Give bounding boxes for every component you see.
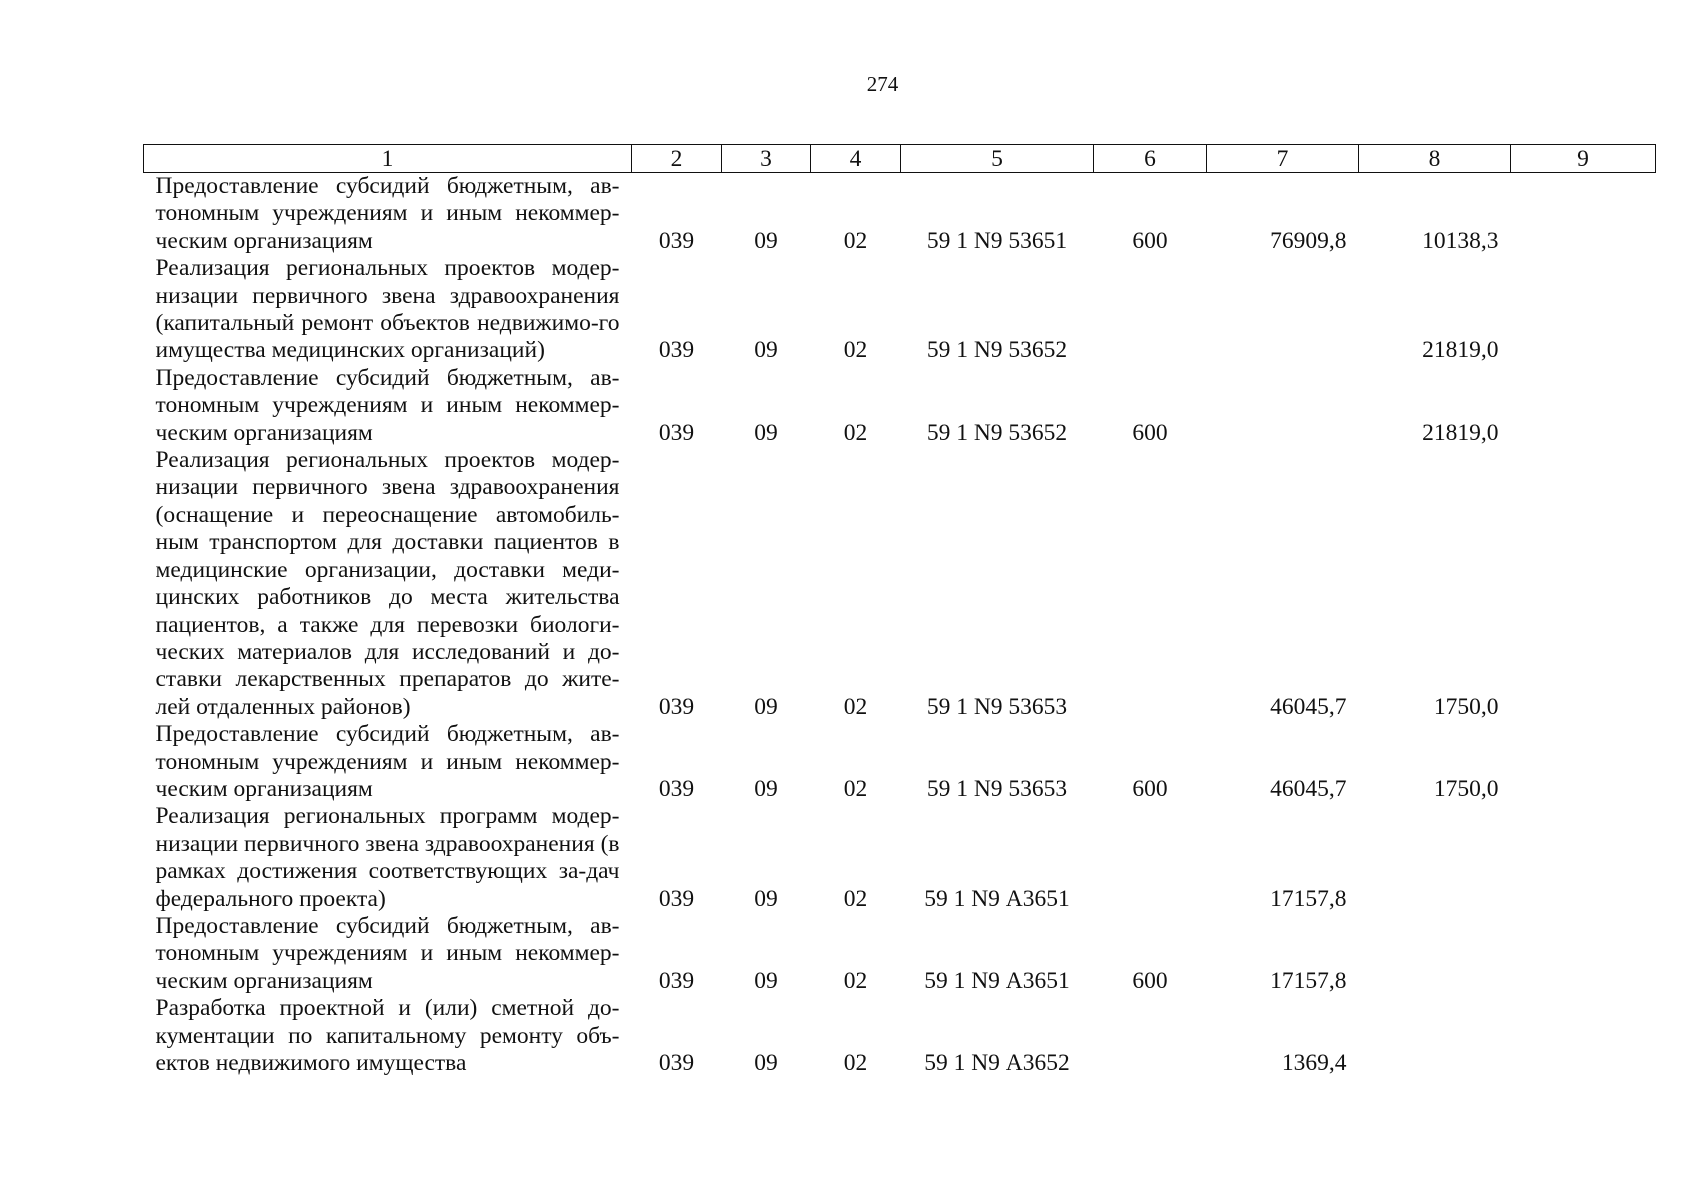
target-article-code: 59 1 N9 53651 [926,227,1068,254]
item-name: Разработка проектной и (или) сметной до-кументации по капитальному ремонту объ-ектов недвижимого имущества [155,995,620,1076]
table-row [144,995,1656,1077]
expense-type-code [1094,447,1207,721]
amount-col-8 [1359,803,1511,913]
table-row [144,721,1656,803]
amount-col-9 [1511,995,1656,1077]
table-row [144,173,1656,256]
ministry-code: 039 [658,227,695,254]
amount-col-9 [1511,803,1656,913]
expense-type-code [1094,255,1207,365]
amount-col-7: 46045,7 [1270,693,1347,720]
section-code: 09 [754,1050,778,1076]
amount-col-7: 76909,8 [1270,227,1347,254]
amount-col-7: 46045,7 [1270,775,1347,802]
section-code: 09 [754,227,778,254]
item-name: Предоставление субсидий бюджетным, ав-тономным учреждениям и иным некоммер-ческим организациям [155,364,620,446]
amount-col-8: 1750,0 [1433,693,1499,720]
column-header-7: 7 [1207,145,1359,173]
target-article-code: 59 1 N9 53653 [926,693,1068,720]
table-row [144,255,1656,365]
target-article-code: 59 1 N9 А3652 [924,1050,1070,1076]
table-row [144,365,1656,447]
header-row [144,145,1656,173]
table-row [144,447,1656,721]
subsection-code: 02 [843,885,868,912]
expense-type-code: 600 [1132,967,1168,994]
ministry-code: 039 [658,1050,695,1076]
expense-type-code [1094,803,1207,913]
subsection-code: 02 [843,337,868,364]
column-header-9: 9 [1511,145,1656,173]
item-name: Предоставление субсидий бюджетным, ав-тономным учреждениям и иным некоммер-ческим организациям [155,173,620,254]
amount-col-7: 17157,8 [1270,967,1347,994]
ministry-code: 039 [658,693,695,720]
section-code: 09 [754,693,778,720]
section-code: 09 [754,967,778,994]
expense-type-code: 600 [1132,419,1168,446]
subsection-code: 02 [843,967,868,994]
subsection-code: 02 [843,693,868,720]
page-number: 274 [866,72,899,96]
column-header-1: 1 [144,145,632,173]
target-article-code: 59 1 N9 А3651 [924,885,1070,912]
column-header-8: 8 [1359,145,1511,173]
budget-table [143,144,1656,1077]
amount-col-9 [1511,173,1656,256]
amount-col-9 [1511,913,1656,995]
section-code: 09 [754,337,778,364]
target-article-code: 59 1 N9 А3651 [924,967,1070,994]
column-header-3: 3 [722,145,811,173]
item-name: Реализация региональных проектов модер-низации первичного звена здравоохранения (капитальный ремонт объектов недвижимо-го имущества медицинских организаций) [155,255,620,364]
amount-col-8 [1359,913,1511,995]
item-name: Предоставление субсидий бюджетным, ав-тономным учреждениям и иным некоммер-ческим организациям [155,721,620,802]
table-row [144,803,1656,913]
expense-type-code: 600 [1132,775,1168,802]
subsection-code: 02 [843,1050,868,1076]
ministry-code: 039 [658,885,695,912]
column-header-4: 4 [811,145,901,173]
item-name: Реализация региональных программ модер-низации первичного звена здравоохранения (в рамках достижения соответствующих за-дач федерального проекта) [155,803,620,912]
column-header-5: 5 [901,145,1094,173]
amount-col-9 [1511,721,1656,803]
amount-col-9 [1511,365,1656,447]
amount-col-8: 1750,0 [1433,775,1499,802]
expense-type-code [1094,995,1207,1077]
section-code: 09 [754,775,778,802]
expense-type-code: 600 [1132,227,1168,254]
amount-col-7 [1207,365,1359,447]
item-name: Предоставление субсидий бюджетным, ав-тономным учреждениям и иным некоммер-ческим организациям [155,912,620,994]
amount-col-7: 1369,4 [1281,1050,1347,1076]
table-row [144,913,1656,995]
subsection-code: 02 [843,775,868,802]
ministry-code: 039 [658,967,695,994]
amount-col-9 [1511,447,1656,721]
target-article-code: 59 1 N9 53652 [926,419,1068,446]
column-header-2: 2 [632,145,722,173]
ministry-code: 039 [658,775,695,802]
item-name: Реализация региональных проектов модер-низации первичного звена здравоохранения (оснащение и переоснащение автомобиль-ным транспортом для доставки пациентов в медицинские организации, доставки меди-цинских работников до места жительства пациентов, а также для перевозки биологи-ческих материалов для исследований и до-ставки лекарственных препаратов до жите-лей отдаленных районов) [155,447,620,720]
column-header-6: 6 [1094,145,1207,173]
amount-col-7 [1207,255,1359,365]
amount-col-7: 17157,8 [1270,885,1347,912]
amount-col-9 [1511,255,1656,365]
table-body [144,173,1656,1078]
amount-col-8: 10138,3 [1422,227,1499,254]
target-article-code: 59 1 N9 53652 [926,337,1068,364]
amount-col-8 [1359,995,1511,1077]
subsection-code: 02 [843,227,868,254]
subsection-code: 02 [843,419,868,446]
ministry-code: 039 [658,419,695,446]
target-article-code: 59 1 N9 53653 [926,775,1068,802]
amount-col-8: 21819,0 [1422,337,1499,364]
ministry-code: 039 [658,337,695,364]
section-code: 09 [754,885,778,912]
section-code: 09 [754,419,778,446]
amount-col-8: 21819,0 [1422,419,1499,446]
